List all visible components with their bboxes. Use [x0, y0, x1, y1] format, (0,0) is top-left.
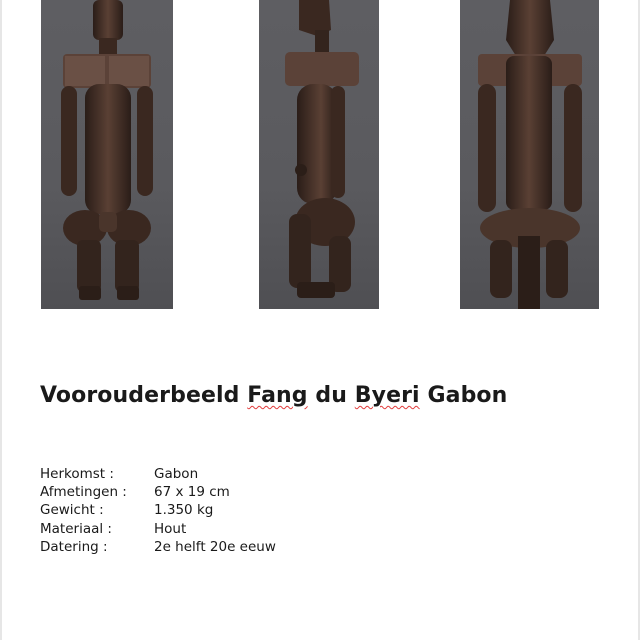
- detail-label: Afmetingen :: [40, 484, 127, 501]
- detail-row-datering: [40, 538, 276, 556]
- title-part-3: du: [307, 383, 355, 408]
- statue-front-figure: [41, 0, 173, 309]
- statue-photo-back: [460, 0, 599, 309]
- detail-value: 67 x 19 cm: [154, 484, 230, 501]
- statue-back-figure: [460, 0, 599, 309]
- detail-value: 2e helft 20e eeuw: [154, 538, 276, 555]
- statue-photo-front: [41, 0, 173, 309]
- statue-side-figure: [259, 0, 379, 309]
- detail-value: Hout: [154, 520, 187, 537]
- title-part-byeri: Byeri: [354, 383, 420, 408]
- detail-row-herkomst: [40, 465, 276, 483]
- title-part-5: Gabon: [419, 383, 508, 408]
- statue-photo-side: [259, 0, 379, 309]
- title-part-1: Voorouderbeeld: [40, 383, 248, 408]
- document-title: [40, 383, 507, 408]
- detail-row-gewicht: [40, 501, 276, 519]
- detail-label: Materiaal :: [40, 520, 112, 537]
- detail-label: Datering :: [40, 538, 108, 555]
- title-part-fang: Fang: [247, 383, 308, 408]
- detail-value: Gabon: [154, 466, 199, 482]
- detail-value: 1.350 kg: [154, 502, 214, 519]
- details-list: [40, 465, 276, 556]
- detail-row-materiaal: [40, 520, 276, 538]
- detail-row-afmetingen: [40, 483, 276, 501]
- detail-label: Herkomst :: [40, 466, 114, 482]
- detail-label: Gewicht :: [40, 502, 104, 519]
- page-edge-left: [0, 0, 2, 640]
